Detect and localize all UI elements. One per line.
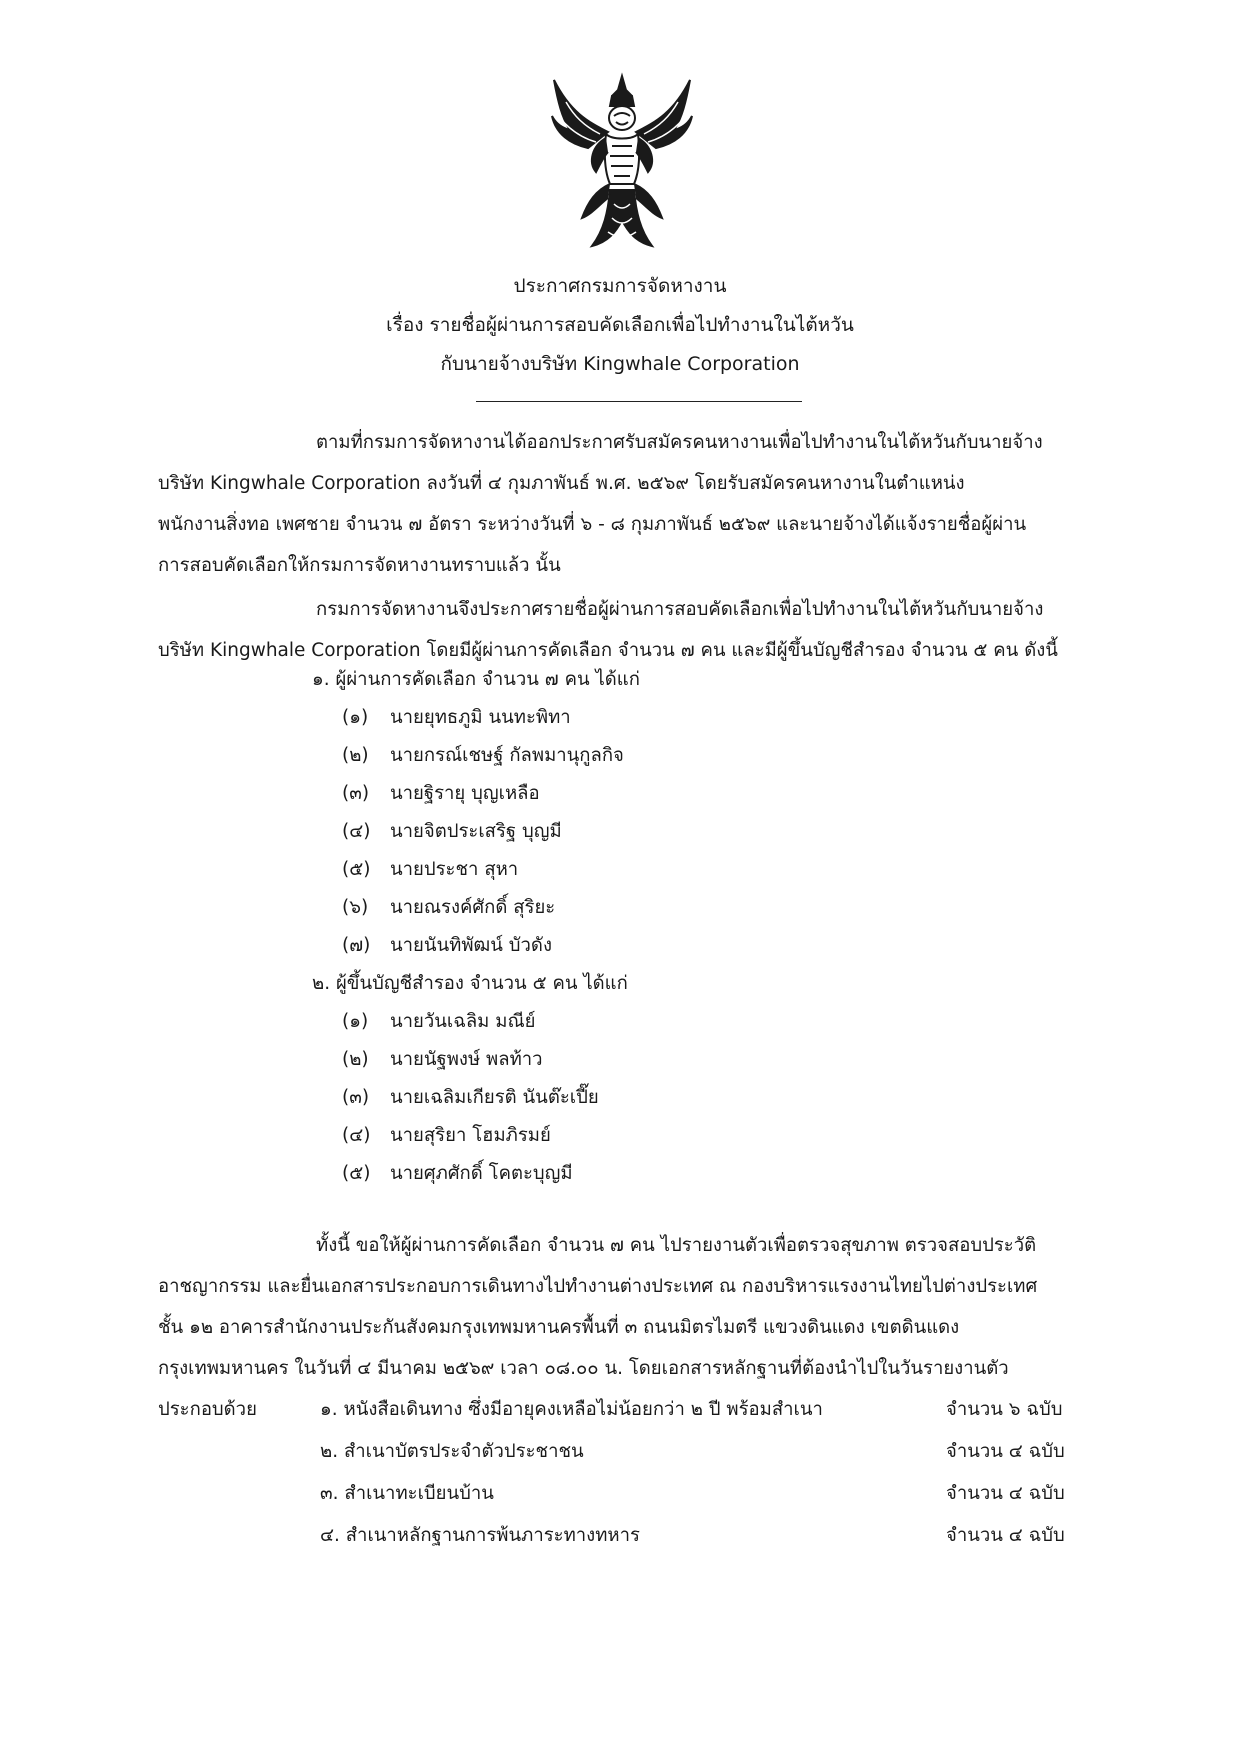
list-item-number: (๑) xyxy=(342,707,369,728)
list-item-name: นายกรณ์เชษฐ์ กัลพมานุกูลกิจ xyxy=(390,745,624,766)
garuda-emblem-icon xyxy=(548,72,696,250)
list-item-number: (๕) xyxy=(342,859,371,880)
document-quantity: จำนวน ๔ ฉบับ xyxy=(946,1483,1065,1504)
list-item-name: นายนัฐพงษ์ พลท้าว xyxy=(390,1049,543,1070)
list-item-name: นายประชา สุหา xyxy=(390,859,519,880)
announcement-heading: ประกาศกรมการจัดหางาน xyxy=(513,275,727,297)
list-item xyxy=(342,1086,599,1110)
list-item xyxy=(342,896,555,920)
paragraph-line: ชั้น ๑๒ อาคารสำนักงานประกันสังคมกรุงเทพมหานครพื้นที่ ๓ ถนนมิตรไมตรี แขวงดินแดง เขตดินแดง xyxy=(158,1317,960,1338)
list-item-name: นายณรงค์ศักดิ์ สุริยะ xyxy=(390,897,556,918)
list-item-name: นายสุริยา โฮมภิรมย์ xyxy=(390,1125,551,1146)
list-item-number: (๗) xyxy=(342,935,371,956)
list-item-number: (๒) xyxy=(342,745,369,766)
paragraph-line: ตามที่กรมการจัดหางานได้ออกประกาศรับสมัครคนหางานเพื่อไปทำงานในไต้หวันกับนายจ้าง xyxy=(316,432,1043,453)
paragraph-line: ทั้งนี้ ขอให้ผู้ผ่านการคัดเลือก จำนวน ๗ คน ไปรายงานตัวเพื่อตรวจสุขภาพ ตรวจสอบประวัติ xyxy=(316,1235,1037,1256)
list-item xyxy=(342,1124,551,1148)
announcement-subject: เรื่อง รายชื่อผู้ผ่านการสอบคัดเลือกเพื่อไปทำงานในไต้หวัน xyxy=(386,314,854,336)
list-item-name: นายจิตประเสริฐ บุญมี xyxy=(390,821,562,842)
list-item xyxy=(342,820,562,844)
document-quantity: จำนวน ๖ ฉบับ xyxy=(946,1399,1063,1420)
list-item-name: นายเฉลิมเกียรติ นันต๊ะเปี๊ย xyxy=(390,1087,599,1108)
paragraph-line: กรุงเทพมหานคร ในวันที่ ๔ มีนาคม ๒๕๖๙ เวลา ๐๘.๐๐ น. โดยเอกสารหลักฐานที่ต้องนำไปในวันรายงานตัว xyxy=(158,1358,1009,1379)
document-item: ๔. สำเนาหลักฐานการพ้นภาระทางทหาร xyxy=(320,1525,640,1546)
list-item-name: นายศุภศักดิ์ โคตะบุญมี xyxy=(390,1163,573,1184)
list-item xyxy=(342,1048,543,1072)
paragraph-line: กรมการจัดหางานจึงประกาศรายชื่อผู้ผ่านการสอบคัดเลือกเพื่อไปทำงานในไต้หวันกับนายจ้าง xyxy=(316,599,1044,620)
list-item-name: นายนันทิพัฒน์ บัวดัง xyxy=(390,935,552,956)
list-item-number: (๑) xyxy=(342,1011,369,1032)
list-item xyxy=(342,1010,535,1034)
selected-list-heading: ๑. ผู้ผ่านการคัดเลือก จำนวน ๗ คน ได้แก่ xyxy=(312,669,640,690)
list-item xyxy=(342,858,518,882)
list-item-number: (๔) xyxy=(342,821,371,842)
list-item-name: นายยุทธภูมิ นนทะพิทา xyxy=(390,707,571,728)
list-item-number: (๕) xyxy=(342,1163,371,1184)
intro-paragraph xyxy=(158,422,1120,586)
list-item-number: (๒) xyxy=(342,1049,369,1070)
paragraph-line: บริษัท Kingwhale Corporation ลงวันที่ ๔ กุมภาพันธ์ พ.ศ. ๒๕๖๙ โดยรับสมัครคนหางานในตำแหน่ง xyxy=(158,473,965,494)
announcement-subject-cont: กับนายจ้างบริษัท Kingwhale Corporation xyxy=(440,353,800,375)
document-item: ๓. สำเนาทะเบียนบ้าน xyxy=(320,1483,494,1504)
announcement-paragraph xyxy=(158,589,1120,671)
document-item: ๑. หนังสือเดินทาง ซึ่งมีอายุคงเหลือไม่น้อยกว่า ๒ ปี พร้อมสำเนา xyxy=(320,1399,823,1420)
list-item xyxy=(342,744,624,768)
paragraph-line: ประกอบด้วย xyxy=(158,1399,257,1420)
title-underline xyxy=(476,401,802,402)
paragraph-line: การสอบคัดเลือกให้กรมการจัดหางานทราบแล้ว นั้น xyxy=(158,555,561,576)
list-item-number: (๓) xyxy=(342,1087,370,1108)
list-item xyxy=(342,934,552,958)
document-quantity: จำนวน ๔ ฉบับ xyxy=(946,1525,1065,1546)
list-item-number: (๓) xyxy=(342,783,370,804)
paragraph-line: พนักงานสิ่งทอ เพศชาย จำนวน ๗ อัตรา ระหว่างวันที่ ๖ - ๘ กุมภาพันธ์ ๒๕๖๙ และนายจ้างได้แจ้งรายชื่อผู้ผ่าน xyxy=(158,514,1027,535)
list-item-name: นายฐิรายุ บุญเหลือ xyxy=(390,783,540,804)
list-item-number: (๖) xyxy=(342,897,369,918)
document-item: ๒. สำเนาบัตรประจำตัวประชาชน xyxy=(320,1441,584,1462)
reserve-list-heading: ๒. ผู้ขึ้นบัญชีสำรอง จำนวน ๕ คน ได้แก่ xyxy=(312,973,628,994)
paragraph-line: บริษัท Kingwhale Corporation โดยมีผู้ผ่านการคัดเลือก จำนวน ๗ คน และมีผู้ขึ้นบัญชีสำรอง จำนวน ๕ คน ดังนี้ xyxy=(158,640,1058,661)
list-item xyxy=(342,706,571,730)
paragraph-line: อาชญากรรม และยื่นเอกสารประกอบการเดินทางไปทำงานต่างประเทศ ณ กองบริหารแรงงานไทยไปต่างประเทศ xyxy=(158,1276,1038,1297)
list-item xyxy=(342,782,540,806)
list-item-number: (๔) xyxy=(342,1125,371,1146)
document-quantity: จำนวน ๔ ฉบับ xyxy=(946,1441,1065,1462)
list-item-name: นายวันเฉลิม มณีย์ xyxy=(390,1011,536,1032)
list-item xyxy=(342,1162,573,1186)
